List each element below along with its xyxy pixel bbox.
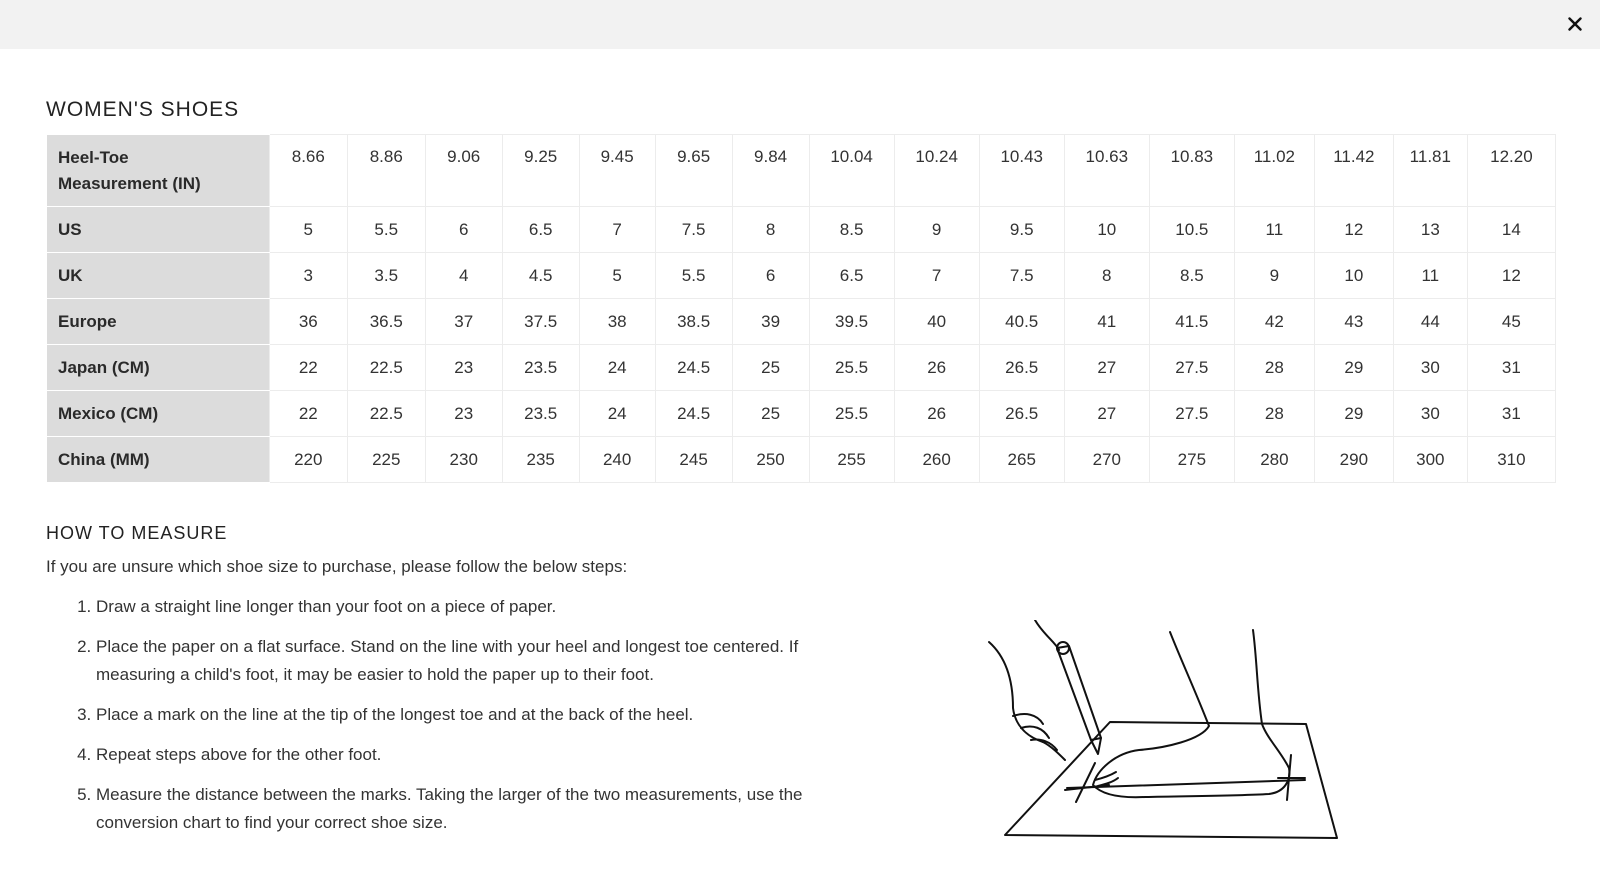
row-label: Japan (CM) [47, 345, 270, 391]
size-cell: 23.5 [502, 391, 579, 437]
size-cell: 43 [1314, 299, 1393, 345]
measure-step: 5. Measure the distance between the marks. Taking the larger of the two measurements, use the conversion chart to find your correct shoe size. [96, 781, 856, 837]
size-cell: 13 [1393, 207, 1467, 253]
size-cell: 39.5 [809, 299, 894, 345]
close-icon [1568, 17, 1582, 31]
size-cell: 26.5 [979, 391, 1064, 437]
size-cell: 6 [425, 207, 502, 253]
size-cell: 22 [269, 391, 347, 437]
measure-steps-list [46, 593, 856, 837]
size-cell: 7.5 [655, 207, 732, 253]
size-cell: 30 [1393, 345, 1467, 391]
size-cell: 40.5 [979, 299, 1064, 345]
size-cell: 10.43 [979, 135, 1064, 207]
table-row [47, 135, 1556, 207]
size-cell: 24.5 [655, 345, 732, 391]
section-title: WOMEN'S SHOES [46, 98, 240, 121]
size-cell: 8 [732, 207, 809, 253]
size-cell: 36 [269, 299, 347, 345]
size-cell: 27 [1064, 391, 1149, 437]
table-row [47, 253, 1556, 299]
size-cell: 25 [732, 345, 809, 391]
size-cell: 12.20 [1467, 135, 1555, 207]
size-cell: 4.5 [502, 253, 579, 299]
size-cell: 6.5 [809, 253, 894, 299]
size-cell: 11 [1393, 253, 1467, 299]
size-cell: 8.5 [809, 207, 894, 253]
size-cell: 9 [894, 207, 979, 253]
measure-step: 2. Place the paper on a flat surface. Stand on the line with your heel and longest toe centered. If measuring a child's foot, it may be easier to hold the paper up to their foot. [96, 633, 856, 689]
size-cell: 260 [894, 437, 979, 483]
size-cell: 9.45 [579, 135, 655, 207]
size-cell: 27.5 [1149, 391, 1234, 437]
size-cell: 44 [1393, 299, 1467, 345]
row-label: Europe [47, 299, 270, 345]
size-cell: 31 [1467, 391, 1555, 437]
size-cell: 22.5 [347, 345, 425, 391]
table-row [47, 207, 1556, 253]
size-cell: 10.83 [1149, 135, 1234, 207]
row-label: Mexico (CM) [47, 391, 270, 437]
size-cell: 29 [1314, 345, 1393, 391]
how-to-measure-title: HOW TO MEASURE [46, 523, 228, 543]
size-cell: 45 [1467, 299, 1555, 345]
size-cell: 28 [1234, 345, 1314, 391]
size-cell: 7 [894, 253, 979, 299]
size-cell: 10 [1314, 253, 1393, 299]
size-cell: 11.02 [1234, 135, 1314, 207]
size-cell: 9.25 [502, 135, 579, 207]
size-cell: 14 [1467, 207, 1555, 253]
size-cell: 24 [579, 345, 655, 391]
size-cell: 36.5 [347, 299, 425, 345]
size-cell: 10.04 [809, 135, 894, 207]
size-cell: 12 [1314, 207, 1393, 253]
size-cell: 3.5 [347, 253, 425, 299]
table-row [47, 345, 1556, 391]
row-label: US [47, 207, 270, 253]
size-cell: 8.86 [347, 135, 425, 207]
measure-step: 1. Draw a straight line longer than your foot on a piece of paper. [96, 593, 856, 621]
size-cell: 220 [269, 437, 347, 483]
foot-measuring-illustration [985, 620, 1370, 860]
size-cell: 7 [579, 207, 655, 253]
size-cell: 24 [579, 391, 655, 437]
size-cell: 230 [425, 437, 502, 483]
size-cell: 31 [1467, 345, 1555, 391]
size-cell: 11.42 [1314, 135, 1393, 207]
size-cell: 6 [732, 253, 809, 299]
size-cell: 4 [425, 253, 502, 299]
table-row [47, 391, 1556, 437]
size-cell: 9 [1234, 253, 1314, 299]
size-cell: 25.5 [809, 391, 894, 437]
size-cell: 41 [1064, 299, 1149, 345]
size-cell: 9.06 [425, 135, 502, 207]
size-cell: 235 [502, 437, 579, 483]
size-cell: 27.5 [1149, 345, 1234, 391]
size-cell: 5 [269, 207, 347, 253]
size-cell: 9.84 [732, 135, 809, 207]
size-cell: 9.65 [655, 135, 732, 207]
row-label: China (MM) [47, 437, 270, 483]
size-cell: 275 [1149, 437, 1234, 483]
size-cell: 7.5 [979, 253, 1064, 299]
size-chart-table [46, 134, 1556, 483]
size-cell: 300 [1393, 437, 1467, 483]
size-cell: 25 [732, 391, 809, 437]
size-cell: 3 [269, 253, 347, 299]
size-cell: 310 [1467, 437, 1555, 483]
size-cell: 28 [1234, 391, 1314, 437]
measure-step: 3. Place a mark on the line at the tip of the longest toe and at the back of the heel. [96, 701, 856, 729]
table-row [47, 437, 1556, 483]
size-cell: 26 [894, 345, 979, 391]
size-cell: 23 [425, 345, 502, 391]
size-cell: 5.5 [655, 253, 732, 299]
how-to-measure-intro: If you are unsure which shoe size to purchase, please follow the below steps: [46, 557, 628, 576]
size-cell: 25.5 [809, 345, 894, 391]
size-cell: 280 [1234, 437, 1314, 483]
size-cell: 41.5 [1149, 299, 1234, 345]
table-row [47, 299, 1556, 345]
size-cell: 265 [979, 437, 1064, 483]
size-cell: 290 [1314, 437, 1393, 483]
size-cell: 12 [1467, 253, 1555, 299]
size-cell: 29 [1314, 391, 1393, 437]
size-cell: 250 [732, 437, 809, 483]
size-cell: 38.5 [655, 299, 732, 345]
row-label: Heel-Toe Measurement (IN) [47, 135, 270, 207]
row-label: UK [47, 253, 270, 299]
size-cell: 40 [894, 299, 979, 345]
size-cell: 22.5 [347, 391, 425, 437]
size-cell: 42 [1234, 299, 1314, 345]
size-cell: 8.5 [1149, 253, 1234, 299]
size-cell: 10.63 [1064, 135, 1149, 207]
size-cell: 26.5 [979, 345, 1064, 391]
modal-header-bar [0, 0, 1600, 49]
size-cell: 10.24 [894, 135, 979, 207]
close-button[interactable] [1562, 11, 1588, 37]
size-cell: 5.5 [347, 207, 425, 253]
size-cell: 11 [1234, 207, 1314, 253]
measure-step: 4. Repeat steps above for the other foot. [96, 741, 856, 769]
size-cell: 5 [579, 253, 655, 299]
size-cell: 240 [579, 437, 655, 483]
size-cell: 8.66 [269, 135, 347, 207]
size-cell: 10.5 [1149, 207, 1234, 253]
size-cell: 255 [809, 437, 894, 483]
size-cell: 26 [894, 391, 979, 437]
size-cell: 8 [1064, 253, 1149, 299]
size-cell: 39 [732, 299, 809, 345]
size-cell: 37 [425, 299, 502, 345]
size-cell: 27 [1064, 345, 1149, 391]
size-cell: 11.81 [1393, 135, 1467, 207]
size-cell: 225 [347, 437, 425, 483]
size-cell: 245 [655, 437, 732, 483]
size-cell: 30 [1393, 391, 1467, 437]
size-cell: 38 [579, 299, 655, 345]
size-cell: 23.5 [502, 345, 579, 391]
size-cell: 270 [1064, 437, 1149, 483]
size-cell: 24.5 [655, 391, 732, 437]
size-cell: 6.5 [502, 207, 579, 253]
size-cell: 22 [269, 345, 347, 391]
size-cell: 10 [1064, 207, 1149, 253]
size-cell: 37.5 [502, 299, 579, 345]
size-cell: 23 [425, 391, 502, 437]
size-cell: 9.5 [979, 207, 1064, 253]
